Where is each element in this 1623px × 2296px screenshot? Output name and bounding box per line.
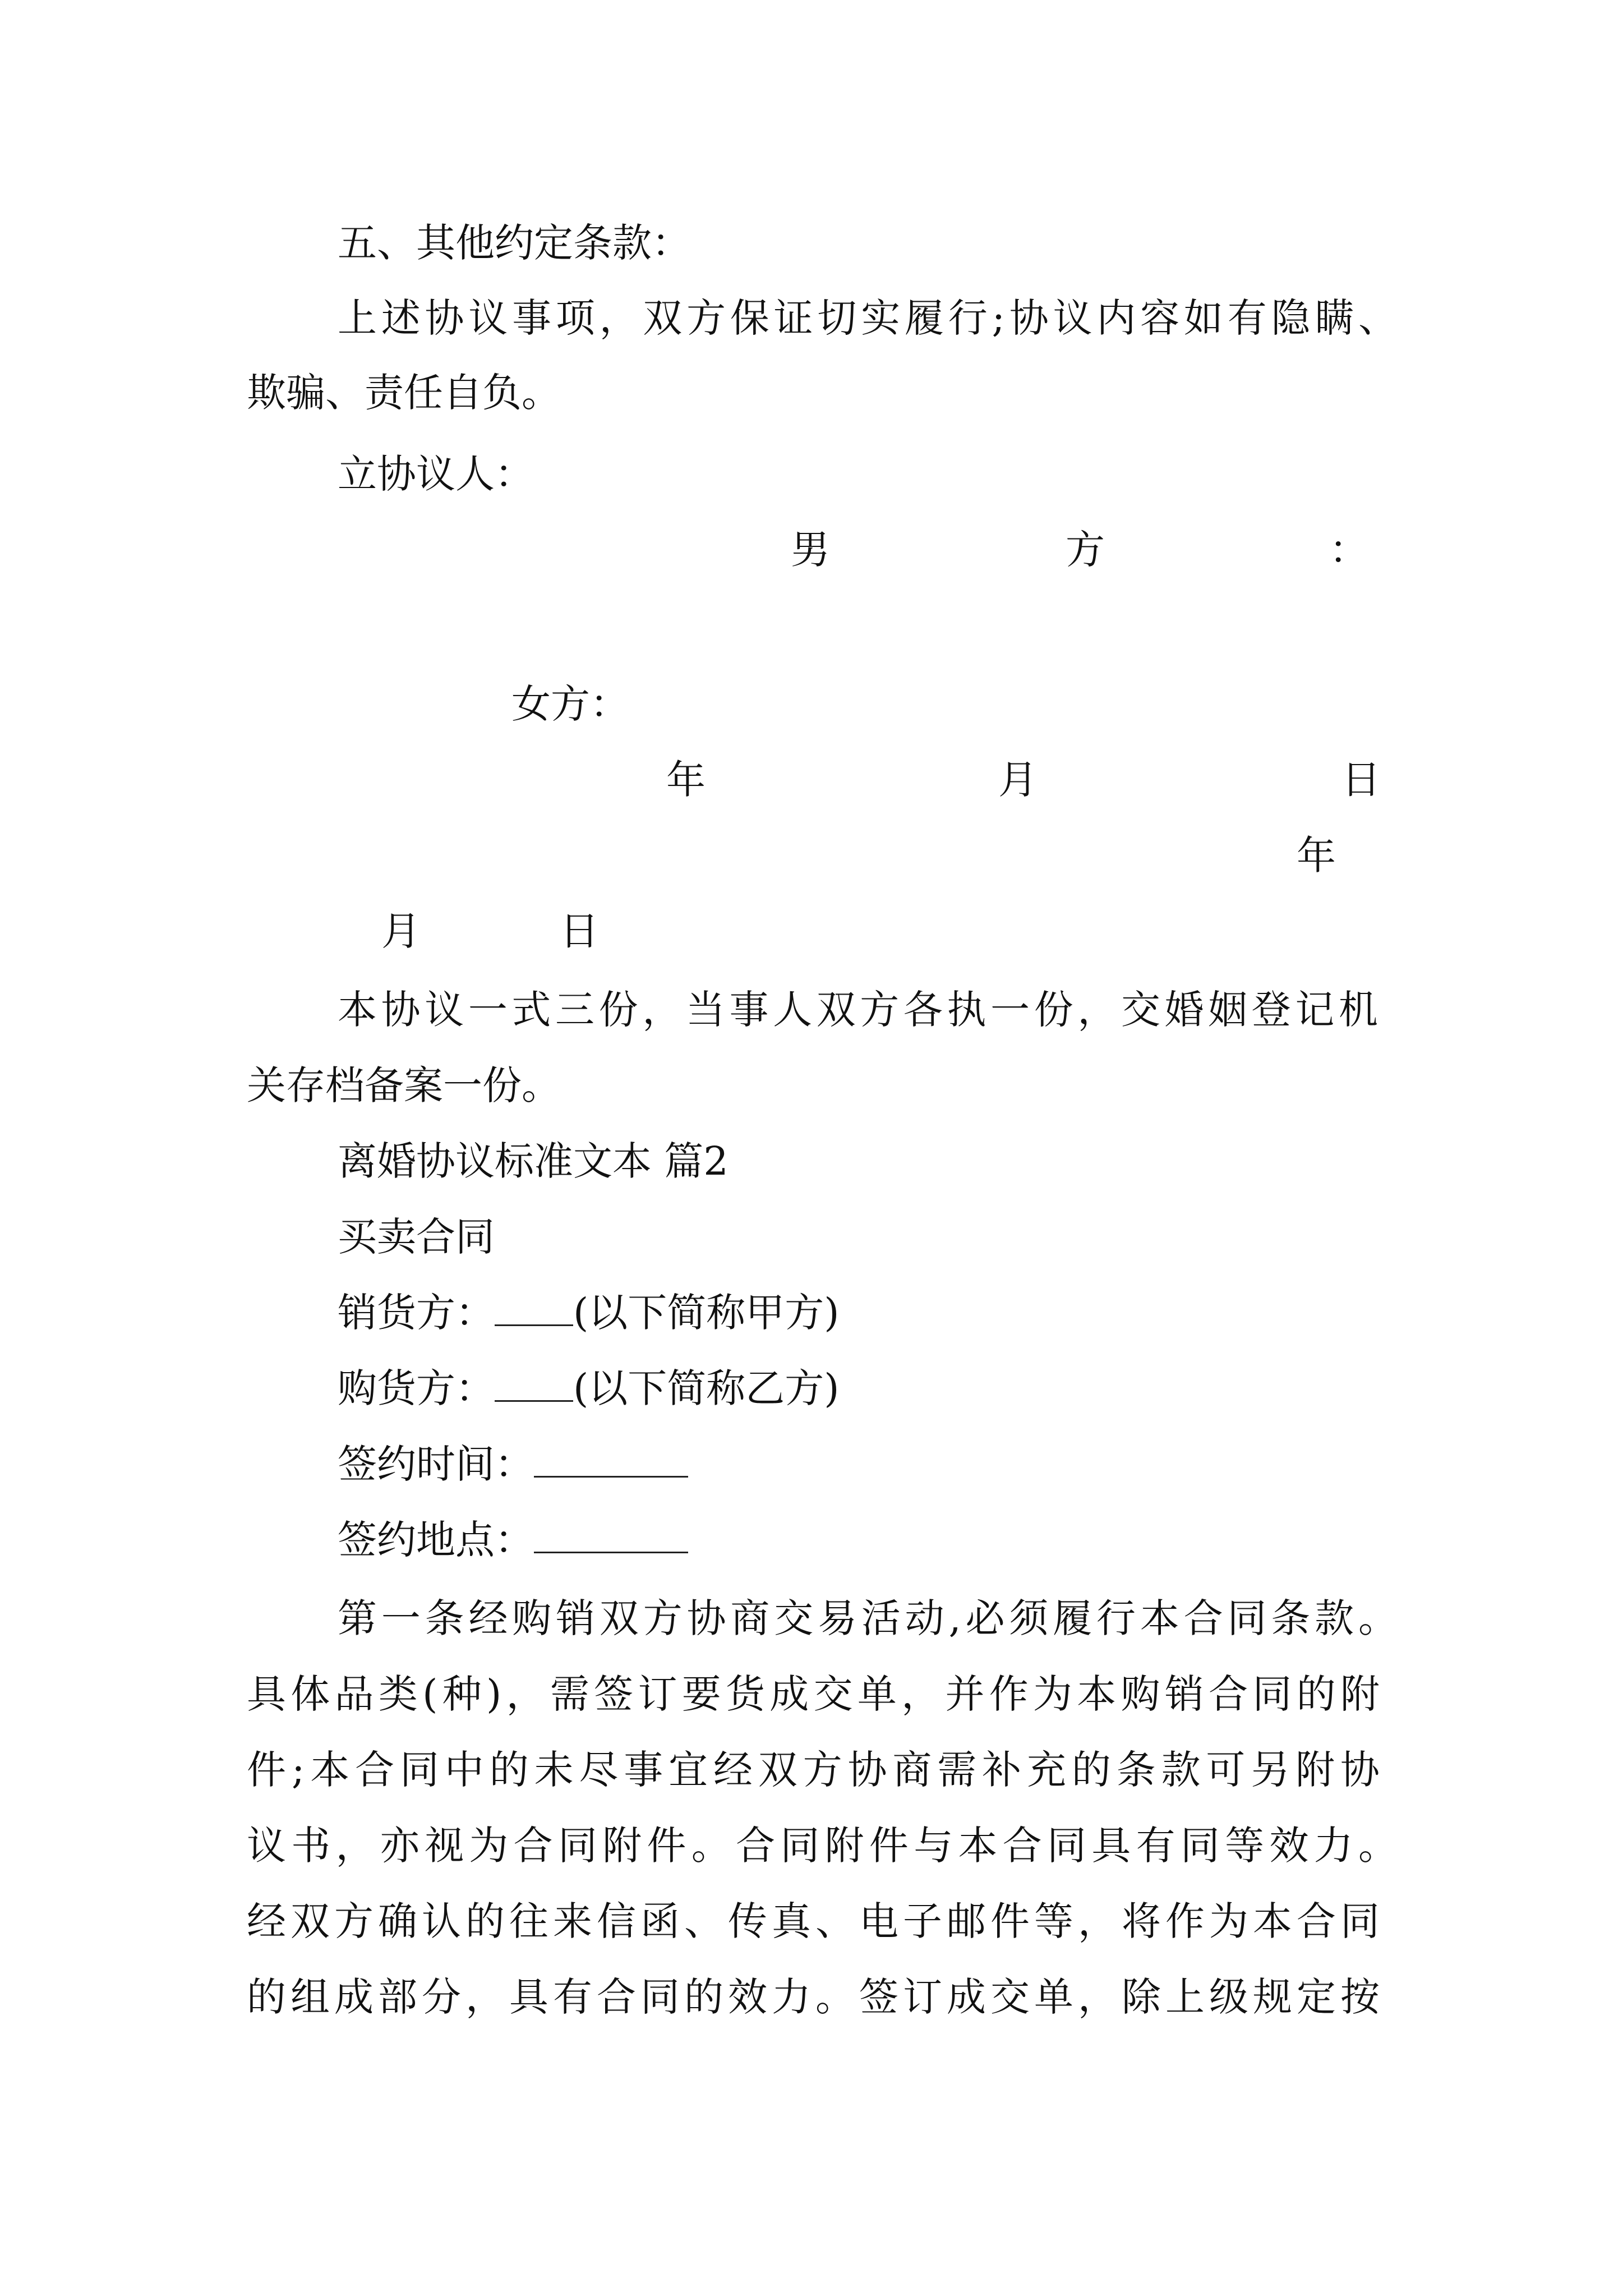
copies-line2: 关存档备案一份。	[247, 1062, 561, 1108]
date1-year: 年	[666, 757, 706, 803]
date2-month: 月	[381, 908, 421, 954]
sign-place-label: 签约地点：	[338, 1517, 534, 1563]
article1-line6: 的组成部分，具有合同的效力。签订成交单，除上级规定按	[247, 1974, 1380, 2020]
contract-title: 买卖合同	[338, 1214, 495, 1260]
date1-month: 月	[998, 757, 1038, 803]
seller-blank[interactable]	[495, 1317, 573, 1326]
sign-time-label: 签约时间：	[338, 1441, 534, 1487]
article1-line1: 第一条经购销双方协商交易活动,必须履行本合同条款。	[338, 1595, 1398, 1641]
date2-day: 日	[560, 908, 599, 954]
section-title: 离婚协议标准文本 篇2	[338, 1138, 728, 1184]
article1-line5: 经双方确认的往来信函、传真、电子邮件等，将作为本合同	[247, 1898, 1380, 1944]
clause5-heading: 五、其他约定条款：	[338, 220, 691, 266]
male-label-char2: 方	[1066, 527, 1105, 573]
sign-time-blank[interactable]	[534, 1468, 688, 1478]
clause5-text-line1: 上述协议事项，双方保证切实履行;协议内容如有隐瞒、	[338, 295, 1398, 341]
party-label: 立协议人：	[338, 451, 534, 497]
sign-place-line	[338, 1515, 688, 1565]
seller-line	[338, 1287, 840, 1338]
male-label-char1: 男	[791, 527, 830, 573]
clause5-text-line2: 欺骗、责任自负。	[247, 370, 561, 416]
female-label: 女方：	[511, 681, 629, 727]
male-label-colon: ：	[1329, 527, 1368, 573]
date2-year: 年	[1297, 832, 1336, 878]
sign-time-line	[338, 1439, 688, 1489]
buyer-blank[interactable]	[495, 1392, 573, 1402]
seller-note: (以下简称甲方)	[573, 1290, 840, 1336]
article1-line3: 件;本合同中的未尽事宜经双方协商需补充的条款可另附协	[247, 1747, 1380, 1793]
seller-label: 销货方：	[338, 1290, 495, 1336]
date1-day: 日	[1341, 757, 1381, 803]
buyer-line	[338, 1363, 840, 1414]
article1-line2: 具体品类(种)，需签订要货成交单，并作为本购销合同的附	[247, 1671, 1380, 1717]
sign-place-blank[interactable]	[534, 1544, 688, 1553]
buyer-note: (以下简称乙方)	[573, 1365, 840, 1411]
copies-line1: 本协议一式三份，当事人双方各执一份，交婚姻登记机	[338, 987, 1378, 1033]
buyer-label: 购货方：	[338, 1365, 495, 1411]
article1-line4: 议书，亦视为合同附件。合同附件与本合同具有同等效力。	[247, 1823, 1398, 1869]
